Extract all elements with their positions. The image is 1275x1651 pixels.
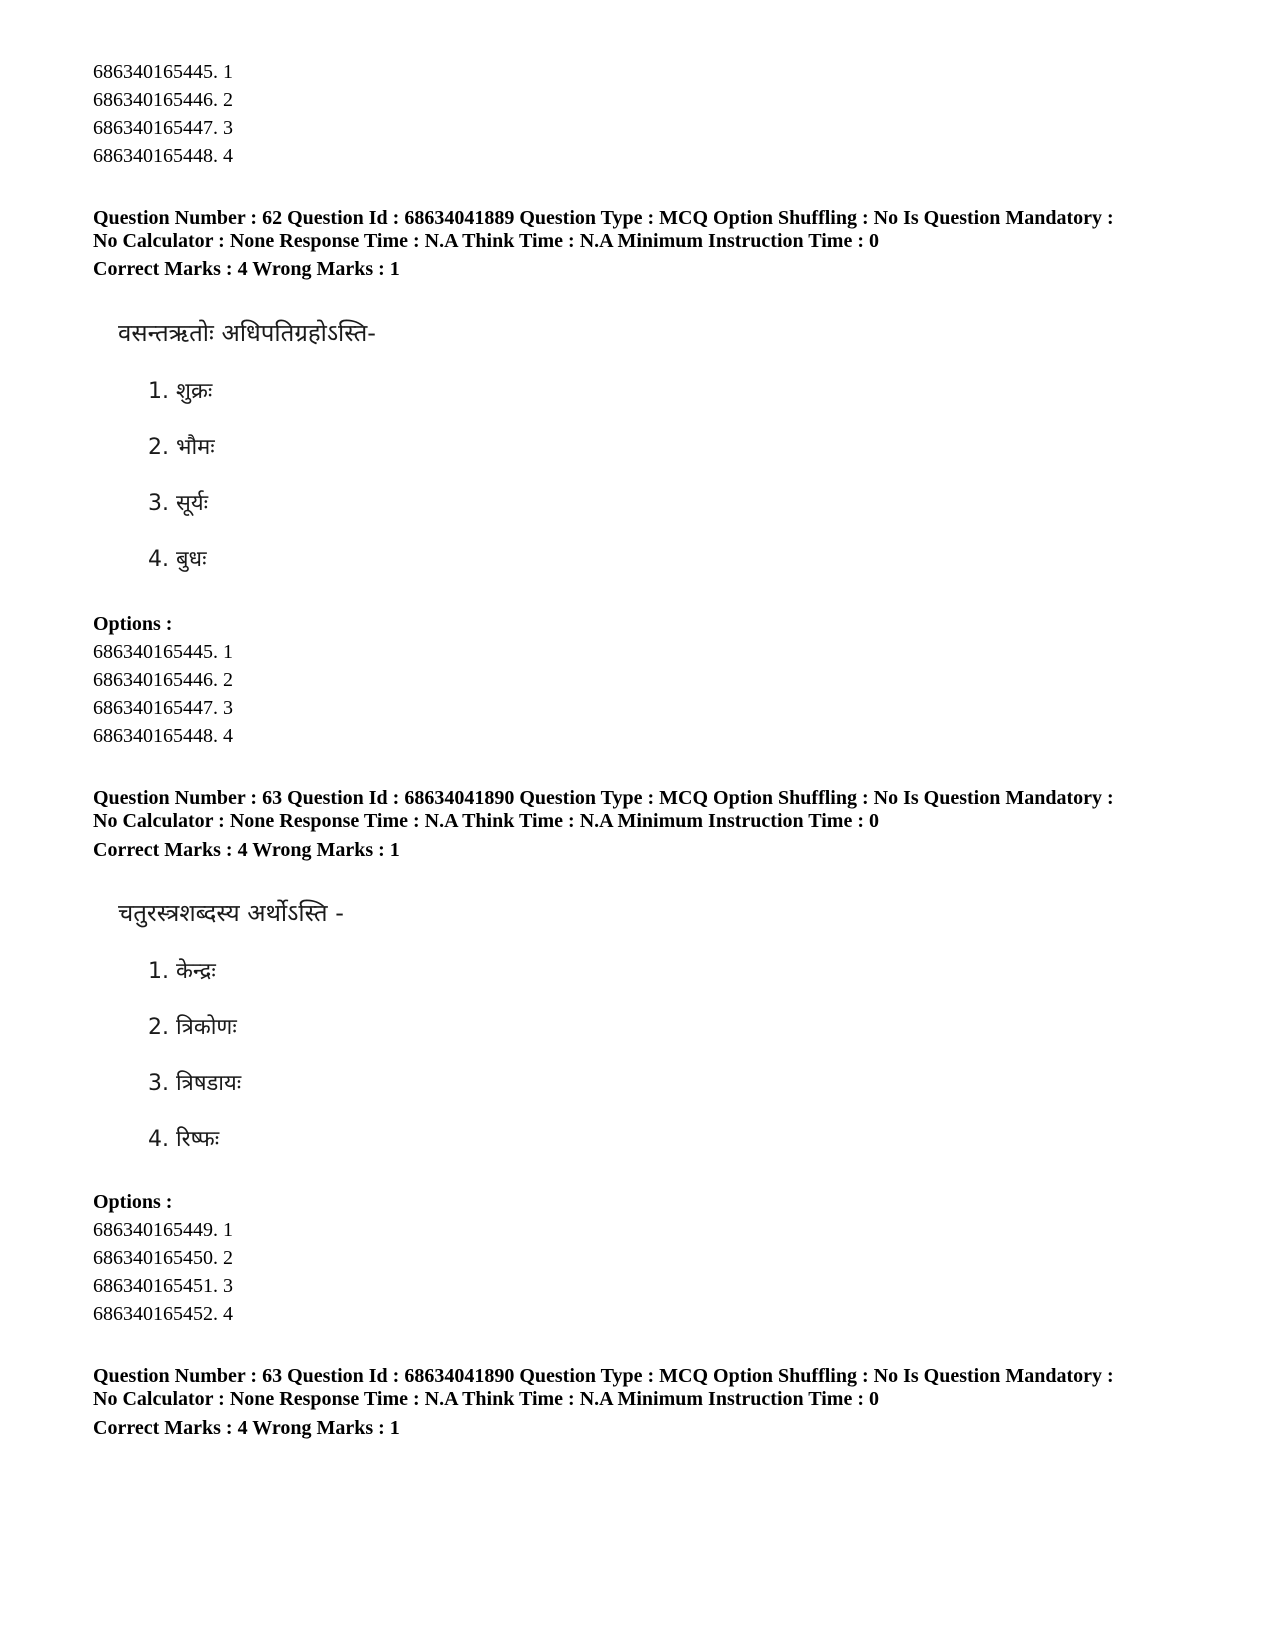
option-id-line: 686340165448. 4 xyxy=(93,145,233,167)
question-marks: Correct Marks : 4 Wrong Marks : 1 xyxy=(93,1417,400,1439)
question-header-line2: No Calculator : None Response Time : N.A Think Time : N.A Minimum Instruction Time : 0 xyxy=(93,1388,879,1410)
question-header-line1: Question Number : 63 Question Id : 68634041890 Question Type : MCQ Option Shuffling : No Is Question Mandatory : xyxy=(93,1365,1114,1387)
question-header-line1: Question Number : 63 Question Id : 68634041890 Question Type : MCQ Option Shuffling : No Is Question Mandatory : xyxy=(93,787,1114,809)
answer-choice: 1. शुक्रः xyxy=(148,379,213,404)
options-label: Options : xyxy=(93,613,173,635)
option-id-line: 686340165447. 3 xyxy=(93,117,233,139)
question-marks: Correct Marks : 4 Wrong Marks : 1 xyxy=(93,258,400,280)
question-header-line1: Question Number : 62 Question Id : 68634041889 Question Type : MCQ Option Shuffling : No Is Question Mandatory : xyxy=(93,207,1114,229)
option-id-line: 686340165445. 1 xyxy=(93,61,233,83)
options-label: Options : xyxy=(93,1191,173,1213)
question-header-line2: No Calculator : None Response Time : N.A Think Time : N.A Minimum Instruction Time : 0 xyxy=(93,810,879,832)
option-id-line: 686340165449. 1 xyxy=(93,1219,233,1241)
option-id-line: 686340165446. 2 xyxy=(93,669,233,691)
question-header-line2: No Calculator : None Response Time : N.A Think Time : N.A Minimum Instruction Time : 0 xyxy=(93,230,879,252)
option-id-line: 686340165450. 2 xyxy=(93,1247,233,1269)
option-id-line: 686340165446. 2 xyxy=(93,89,233,111)
question-stem: वसन्तऋतोः अधिपतिग्रहोऽस्ति- xyxy=(118,319,376,347)
option-id-line: 686340165451. 3 xyxy=(93,1275,233,1297)
answer-choice: 2. त्रिकोणः xyxy=(148,1015,237,1040)
option-id-line: 686340165452. 4 xyxy=(93,1303,233,1325)
answer-choice: 4. रिष्फः xyxy=(148,1127,220,1152)
question-marks: Correct Marks : 4 Wrong Marks : 1 xyxy=(93,839,400,861)
answer-choice: 1. केन्द्रः xyxy=(148,959,216,984)
answer-choice: 3. सूर्यः xyxy=(148,491,209,516)
question-stem: चतुरस्त्रशब्दस्य अर्थोऽस्ति - xyxy=(118,899,344,927)
option-id-line: 686340165448. 4 xyxy=(93,725,233,747)
answer-choice: 2. भौमः xyxy=(148,435,215,460)
answer-choice: 3. त्रिषडायः xyxy=(148,1071,242,1096)
option-id-line: 686340165445. 1 xyxy=(93,641,233,663)
answer-choice: 4. बुधः xyxy=(148,547,207,572)
option-id-line: 686340165447. 3 xyxy=(93,697,233,719)
